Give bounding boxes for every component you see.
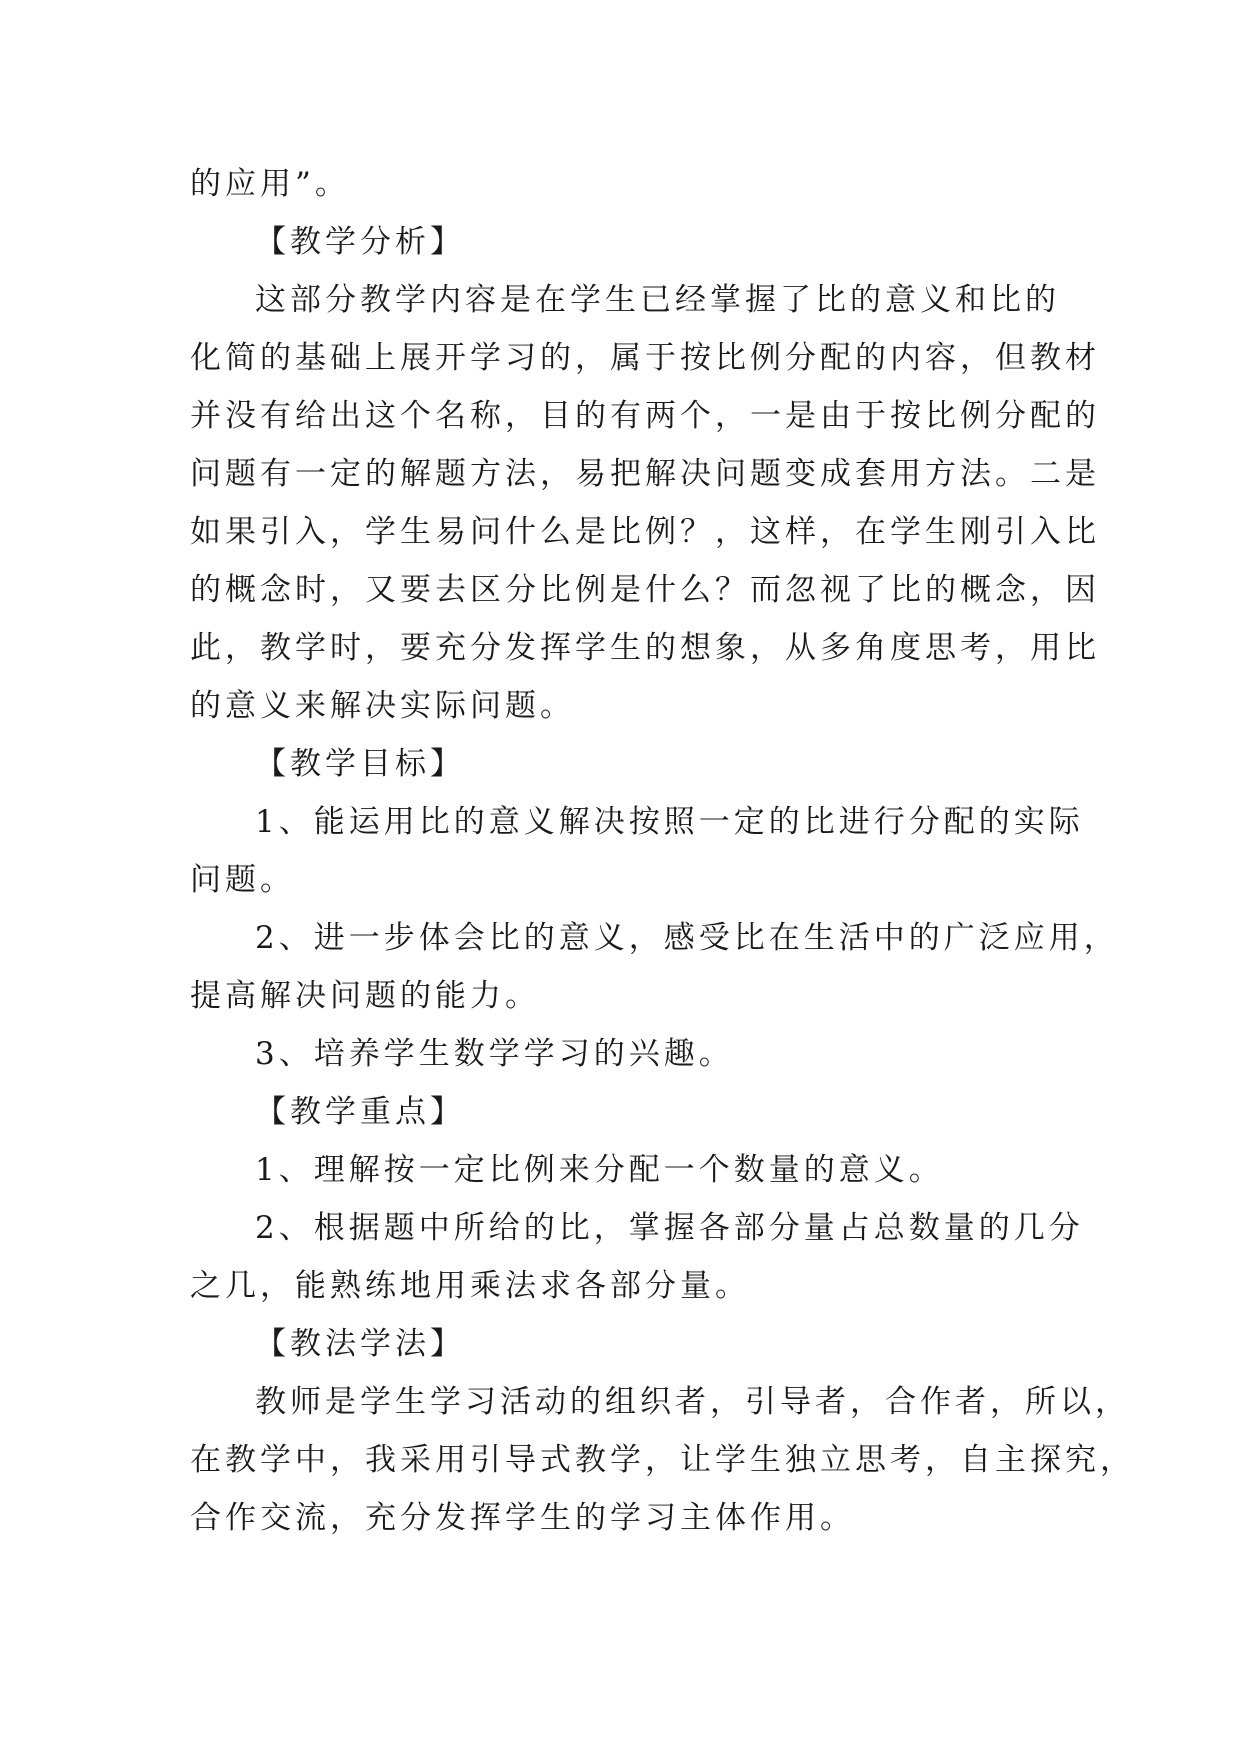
section-heading-methods: 【教法学法】 xyxy=(255,1326,465,1362)
paragraph-line: 化简的基础上展开学习的，属于按比例分配的内容，但教材 xyxy=(190,340,1100,376)
list-item-line: 1、理解按一定比例来分配一个数量的意义。 xyxy=(255,1152,944,1188)
paragraph-line: 教师是学生学习活动的组织者，引导者，合作者，所以， xyxy=(255,1384,1130,1420)
text-line: 的应用”。 xyxy=(190,166,350,202)
list-item-line: 2、根据题中所给的比，掌握各部分量占总数量的几分 xyxy=(255,1210,1084,1246)
paragraph-line: 的概念时，又要去区分比例是什么？而忽视了比的概念，因 xyxy=(190,572,1100,608)
paragraph-line: 的意义来解决实际问题。 xyxy=(190,688,575,724)
list-item-line: 提高解决问题的能力。 xyxy=(190,978,540,1014)
paragraph-line: 在教学中，我采用引导式教学，让学生独立思考，自主探究， xyxy=(190,1442,1135,1478)
list-item-line: 2、进一步体会比的意义，感受比在生活中的广泛应用， xyxy=(255,920,1119,956)
paragraph-line: 如果引入，学生易问什么是比例？，这样，在学生刚引入比 xyxy=(190,514,1100,550)
section-heading-analysis: 【教学分析】 xyxy=(255,224,465,260)
section-heading-key-points: 【教学重点】 xyxy=(255,1094,465,1130)
paragraph-line: 此，教学时，要充分发挥学生的想象，从多角度思考，用比 xyxy=(190,630,1100,666)
list-item-line: 之几，能熟练地用乘法求各部分量。 xyxy=(190,1268,750,1304)
list-item-line: 问题。 xyxy=(190,862,295,898)
list-item-line: 1、能运用比的意义解决按照一定的比进行分配的实际 xyxy=(255,804,1084,840)
list-item-line: 3、培养学生数学学习的兴趣。 xyxy=(255,1036,734,1072)
paragraph-line: 合作交流，充分发挥学生的学习主体作用。 xyxy=(190,1500,855,1536)
paragraph-line: 并没有给出这个名称，目的有两个，一是由于按比例分配的 xyxy=(190,398,1100,434)
section-heading-objectives: 【教学目标】 xyxy=(255,746,465,782)
paragraph-line: 问题有一定的解题方法，易把解决问题变成套用方法。二是 xyxy=(190,456,1100,492)
paragraph-line: 这部分教学内容是在学生已经掌握了比的意义和比的 xyxy=(255,282,1060,318)
